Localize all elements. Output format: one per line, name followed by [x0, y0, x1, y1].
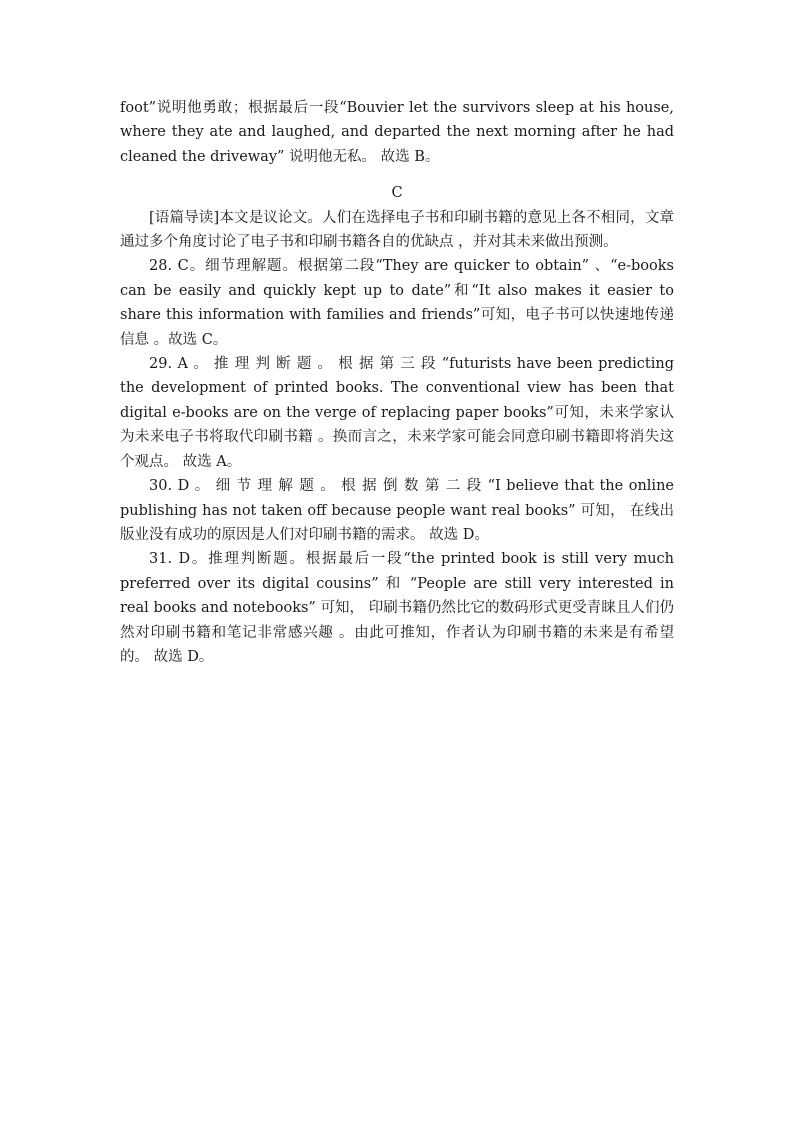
document-page: [120, 96, 674, 669]
paragraph-previous-answer: foot”说明他勇敢；根据最后一段“Bouvier let the survivors sleep at his house, where they ate and laughed, and departed the next morning after he had cleaned the driveway” 说明他无私。 故选 B。: [120, 100, 674, 165]
paragraph-answer-30: 30. D 。 细 节 理 解 题 。 根 据 倒 数 第 二 段 “I believe that the online publishing has not taken off because people want real books” 可知， 在线出版业没有成功的原因是人们对印刷书籍的需求。 故选 D。: [120, 478, 674, 543]
paragraph-guide: [语篇导读]本文是议论文。人们在选择电子书和印刷书籍的意见上各不相同，文章通过多个角度讨论了电子书和印刷书籍各自的优缺点 ，并对其未来做出预测。: [120, 209, 674, 251]
paragraph-answer-29: 29. A 。 推 理 判 断 题 。 根 据 第 三 段 “futurists have been predicting the development of printed books. The conventional view has been that digital e-books are on the verge of replacing paper books”可知，未来学家认为未来电子书将取代印刷书籍 。换而言之，未来学家可能会同意印刷书籍即将消失这个观点。 故选 A。: [120, 356, 674, 470]
paragraph-answer-28: 28. C。细节理解题。根据第二段“They are quicker to obtain” 、“e-books can be easily and quickly kept up to date”和“It also makes it easier to share this information with families and friends”可知，电子书可以快速地传递信息 。故选 C。: [120, 258, 674, 348]
paragraph-answer-31: 31. D。推理判断题。根据最后一段“the printed book is still very much preferred over its digital cousins” 和 “People are still very interested in real books and notebooks” 可知， 印刷书籍仍然比它的数码形式更受青睐且人们仍然对印刷书籍和笔记非常感兴趣 。由此可推知，作者认为印刷书籍的未来是有希望的。 故选 D。: [120, 551, 674, 665]
section-heading: C: [391, 185, 403, 202]
